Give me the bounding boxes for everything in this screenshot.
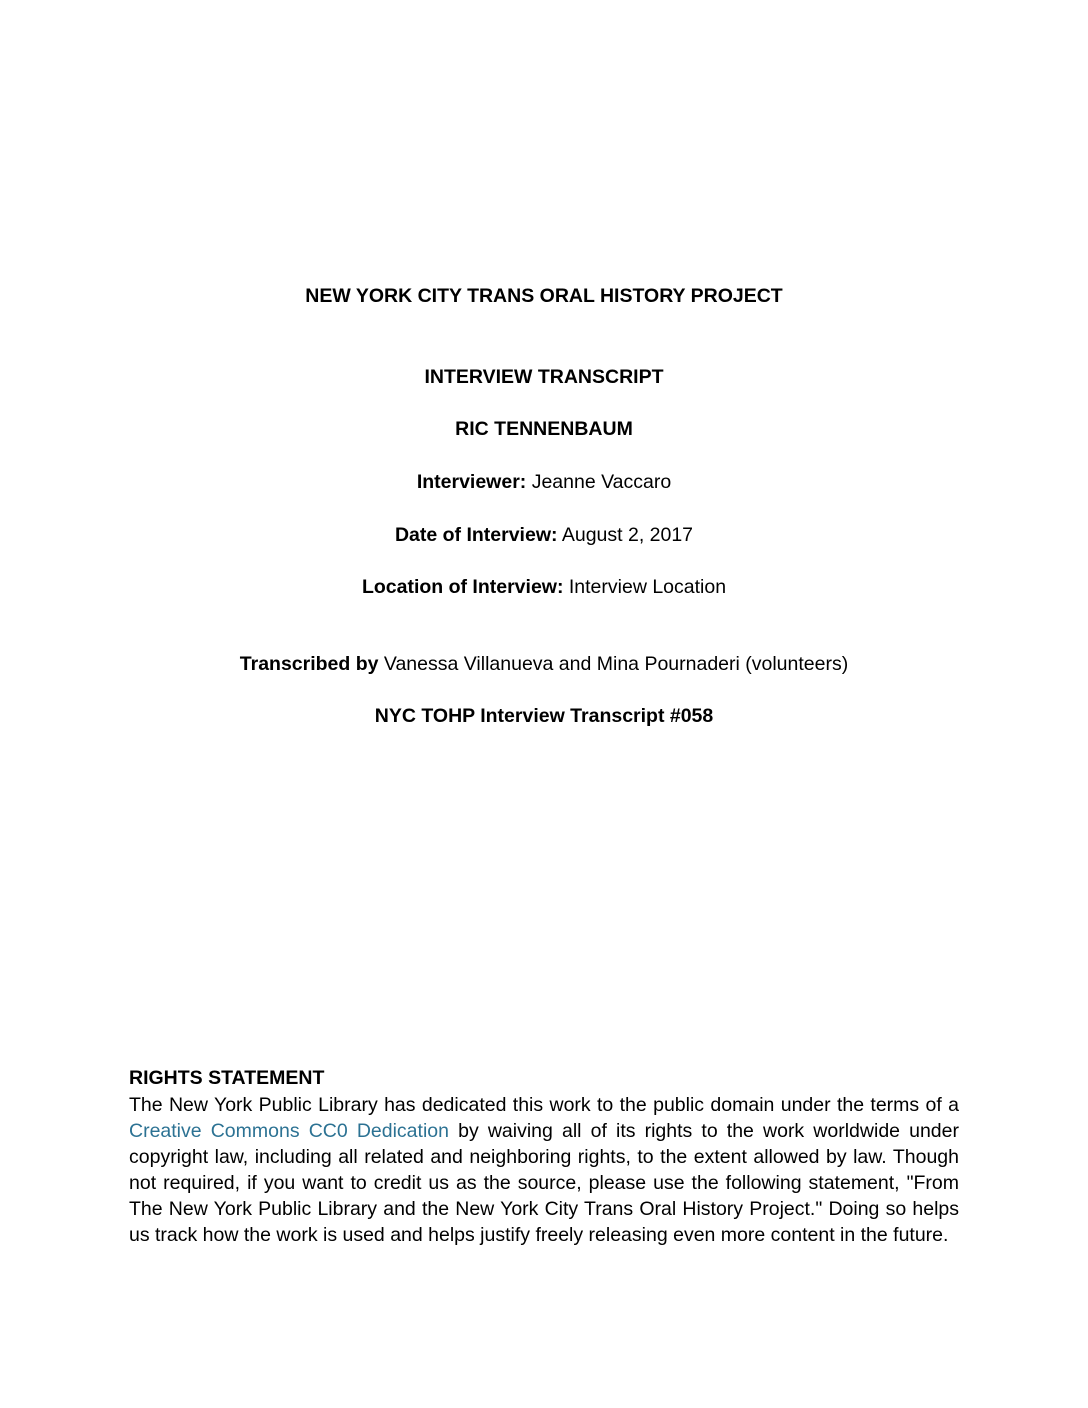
location-of-interview-line [0, 574, 1088, 600]
location-value: Interview Location [568, 576, 727, 598]
interviewer-value: Jeanne Vaccaro [531, 471, 672, 493]
interviewer-label: Interviewer: [416, 471, 527, 493]
interviewer-line [0, 469, 1088, 495]
transcript-id: NYC TOHP Interview Transcript #058 [374, 705, 714, 727]
rights-text-after-link: by waiving all of its rights to the work worldwide under copyright law, including all related and neighboring rights, to the extent allowed by law. Though not required, if you want to credit us as the source, please use the following statement, "From The New York Public Library and the New York City Trans Oral History Project." Doing so helps us track how the work is used and helps justify freely releasing even more content in the future. [129, 1120, 959, 1246]
location-label: Location of Interview: [361, 576, 564, 598]
cc0-dedication-link[interactable]: Creative Commons CC0 Dedication [129, 1120, 449, 1142]
transcribed-by-line [0, 651, 1088, 677]
date-label: Date of Interview: [394, 524, 558, 546]
transcript-heading: INTERVIEW TRANSCRIPT [424, 366, 664, 388]
rights-statement-heading: RIGHTS STATEMENT [129, 1067, 325, 1089]
date-value: August 2, 2017 [561, 524, 694, 546]
transcribed-label: Transcribed by [239, 653, 379, 675]
document-title: NEW YORK CITY TRANS ORAL HISTORY PROJECT [305, 285, 783, 307]
interviewee-name: RIC TENNENBAUM [455, 418, 633, 440]
transcribed-value: Vanessa Villanueva and Mina Pournaderi (volunteers) [383, 653, 849, 675]
rights-statement-paragraph [129, 1092, 959, 1248]
date-of-interview-line [0, 522, 1088, 548]
rights-text-before-link: The New York Public Library has dedicated this work to the public domain under the terms of a [129, 1094, 959, 1116]
